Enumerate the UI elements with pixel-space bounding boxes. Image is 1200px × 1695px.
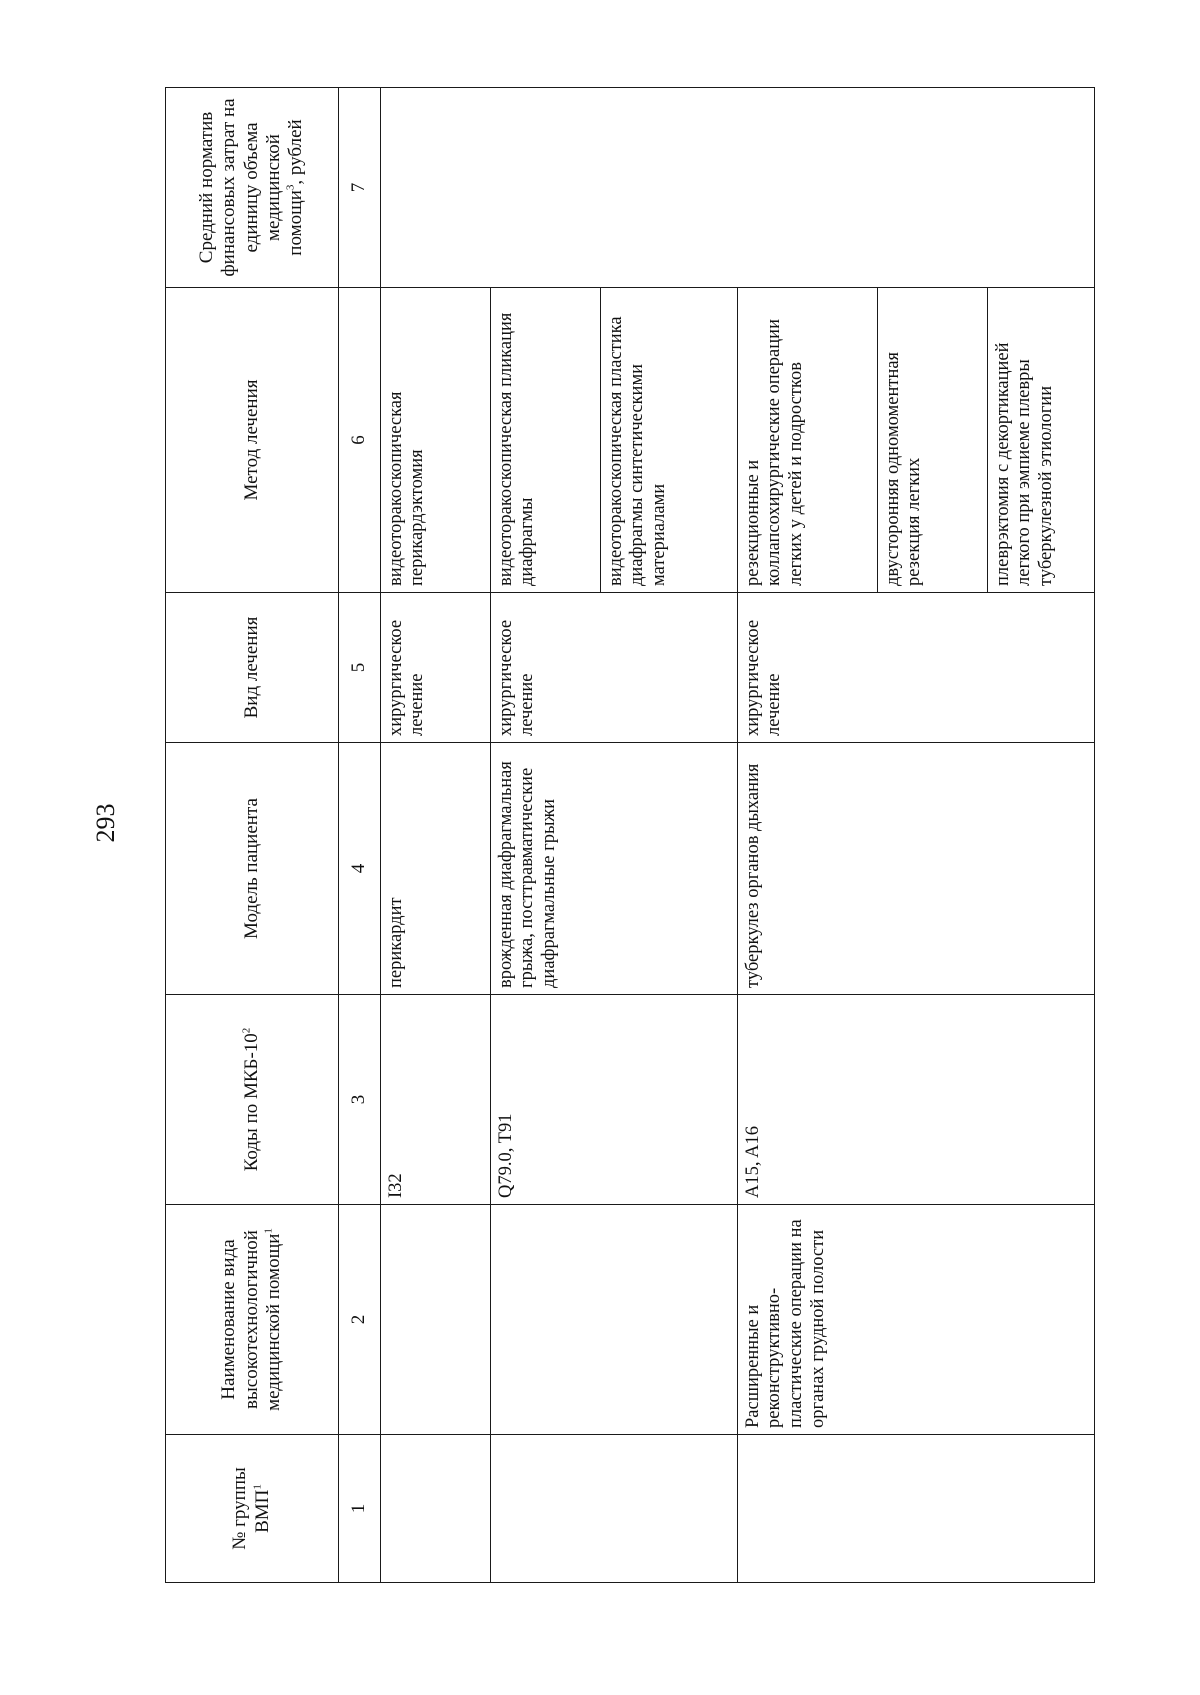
table-row	[490, 88, 600, 1583]
col-num-3: 3	[338, 995, 380, 1205]
cell-method: видеоторакоскопическая перикардэктомия	[380, 288, 490, 593]
cell-method: резекционные и коллапсохирургические операции легких у детей и подростков	[737, 288, 877, 593]
column-number-row	[338, 88, 380, 1583]
vmp-table	[165, 87, 1095, 1583]
col-num-1: 1	[338, 1435, 380, 1583]
header-cost-standard: Средний норматив финансовых затрат на единицу объема медицинской помощи$^3$, рублей	[166, 88, 339, 288]
header-treatment-type: Вид лечения	[166, 593, 339, 743]
cell-name: Расширенные и реконструктивно-пластические операции на органах грудной полости	[737, 1205, 1094, 1435]
col-num-5: 5	[338, 593, 380, 743]
col-num-4: 4	[338, 743, 380, 995]
table-row	[380, 88, 490, 1583]
col-num-2: 2	[338, 1205, 380, 1435]
cell-group	[737, 1435, 1094, 1583]
cell-name	[380, 1205, 490, 1435]
cell-codes: I32	[380, 995, 490, 1205]
header-patient-model: Модель пациента	[166, 743, 339, 995]
cell-group	[380, 1435, 490, 1583]
cell-model: туберкулез органов дыхания	[737, 743, 1094, 995]
col-num-6: 6	[338, 288, 380, 593]
table-row	[737, 88, 877, 1583]
page-number: 293	[91, 803, 120, 843]
cell-cost	[380, 88, 1094, 288]
table-container	[165, 88, 1095, 1583]
col-num-7: 7	[338, 88, 380, 288]
header-icd-codes: Коды по МКБ-$10^2$	[166, 995, 339, 1205]
cell-treatment-type: хирургическое лечение	[737, 593, 1094, 743]
cell-model: перикардит	[380, 743, 490, 995]
cell-method: видеоторакоскопическая пликация диафрагмы	[490, 288, 600, 593]
cell-treatment-type: хирургическое лечение	[380, 593, 490, 743]
cell-model: врожденная диафрагмальная грыжа, посттравматические диафрагмальные грыжи	[490, 743, 737, 995]
cell-method: видеоторакоскопическая пластика диафрагмы синтетическими материалами	[600, 288, 737, 593]
header-row	[166, 88, 339, 1583]
header-group-number: № группы ВМП$^1$	[166, 1435, 339, 1583]
cell-codes: Q79.0, T91	[490, 995, 737, 1205]
cell-treatment-type: хирургическое лечение	[490, 593, 737, 743]
cell-codes: A15, A16	[737, 995, 1094, 1205]
header-vmp-name: Наименование вида высокотехнологичной медицинской помощи$^1$	[166, 1205, 339, 1435]
cell-method: двусторонняя одномоментная резекция легких	[877, 288, 987, 593]
cell-group	[490, 1435, 737, 1583]
cell-name	[490, 1205, 737, 1435]
cell-method: плеврэктомия с декортикацией легкого при эмпиеме плевры туберкулезной этиологии	[987, 288, 1094, 593]
header-treatment-method: Метод лечения	[166, 288, 339, 593]
